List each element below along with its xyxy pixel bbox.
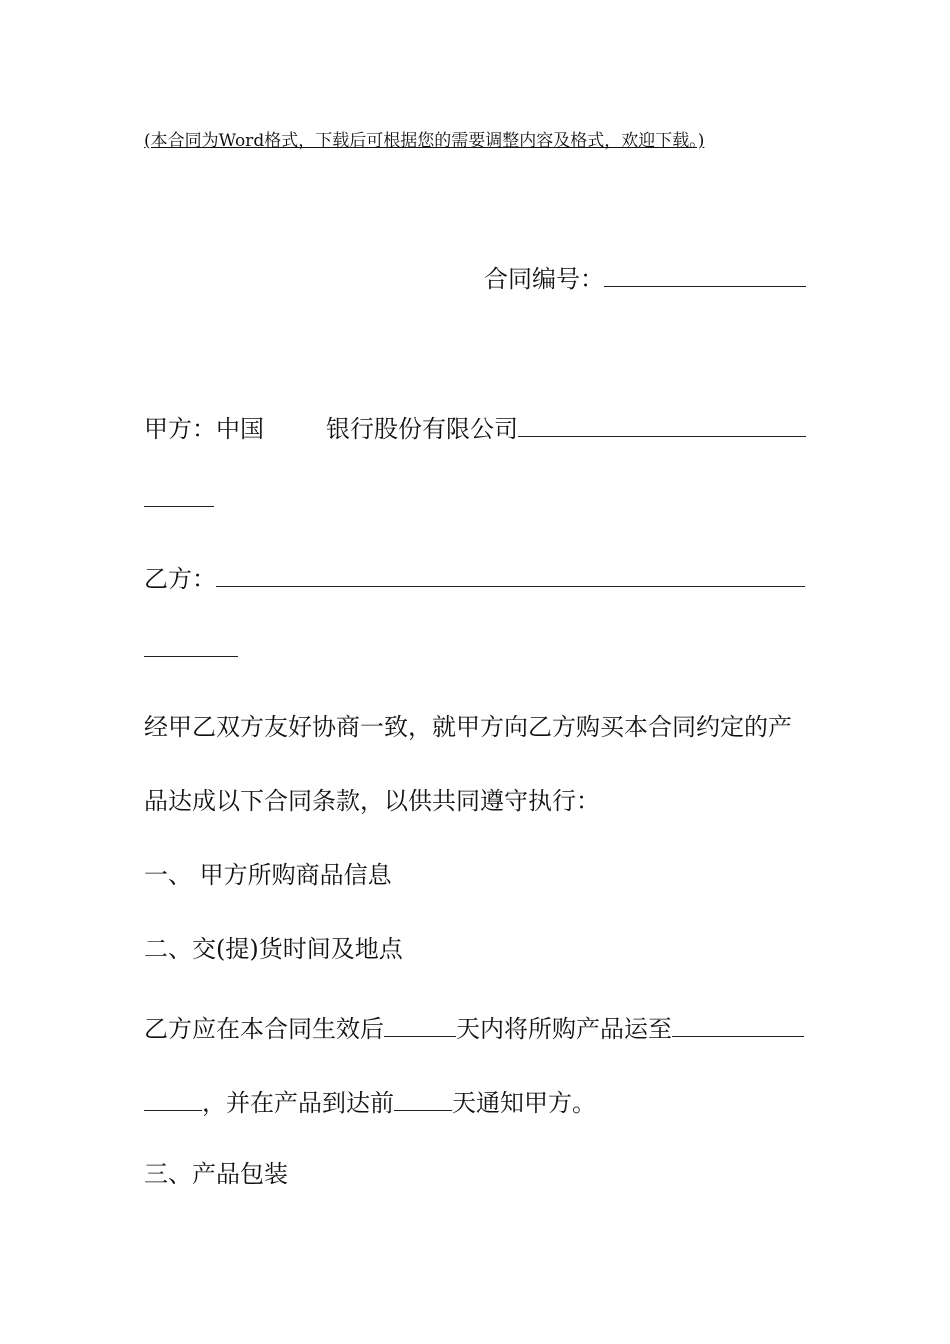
- contract-number-row: [484, 260, 806, 294]
- delivery-line-1: [144, 1010, 804, 1044]
- party-a-blank: [518, 410, 806, 437]
- party-a-row: [144, 410, 806, 444]
- section-1-heading: 一、 甲方所购商品信息: [144, 861, 392, 889]
- intro-line-1: 经甲乙双方友好协商一致，就甲方向乙方购买本合同约定的产: [144, 713, 792, 741]
- destination-blank: [672, 1010, 804, 1037]
- party-b-blank-continued: [144, 630, 238, 664]
- delivery-text-3: ，并在产品到达前: [202, 1089, 394, 1117]
- section-3-heading: 三、产品包装: [144, 1160, 288, 1188]
- delivery-text-2: 天内将所购产品运至: [456, 1015, 672, 1043]
- intro-line-2: 品达成以下合同条款，以供共同遵守执行：: [144, 787, 600, 815]
- days-blank-1: [384, 1010, 456, 1037]
- contract-number-blank: [604, 260, 806, 287]
- delivery-line-2: [144, 1084, 596, 1118]
- party-a-label: 甲方：中国: [144, 415, 264, 443]
- days-blank-2: [394, 1084, 452, 1111]
- party-a-blank-continued: [144, 480, 214, 514]
- party-b-blank: [216, 560, 805, 587]
- party-b-label: 乙方：: [144, 565, 216, 593]
- party-b-row: [144, 560, 805, 594]
- destination-blank-continued: [144, 1084, 202, 1111]
- contract-number-label: 合同编号：: [484, 265, 604, 293]
- section-2-heading: 二、交(提)货时间及地点: [144, 935, 403, 963]
- delivery-text-4: 天通知甲方。: [452, 1089, 596, 1117]
- download-notice: (本合同为Word格式，下载后可根据您的需要调整内容及格式，欢迎下载。): [144, 131, 705, 151]
- party-a-name: 银行股份有限公司: [326, 415, 518, 443]
- delivery-text-1: 乙方应在本合同生效后: [144, 1015, 384, 1043]
